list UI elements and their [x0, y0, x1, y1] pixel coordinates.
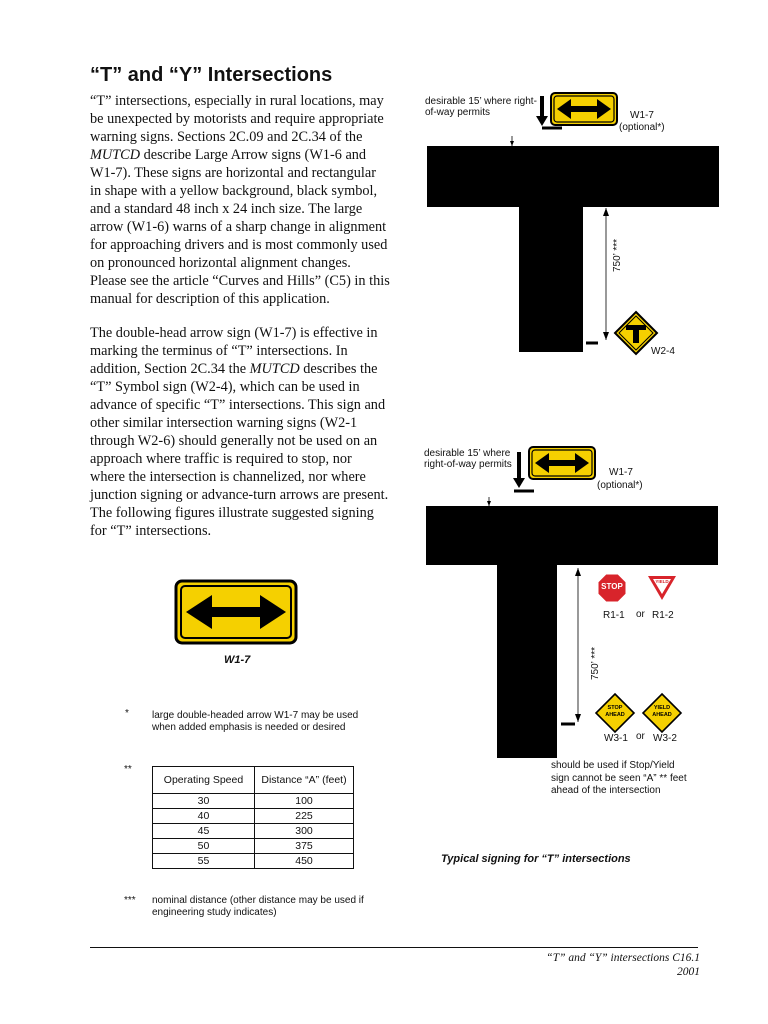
page-title: “T” and “Y” Intersections — [90, 64, 333, 86]
stop-ahead-text: STOP AHEAD — [605, 705, 625, 718]
table-row: 45 300 — [153, 824, 354, 839]
paragraph-1: “T” intersections, especially in rural locations, may be unexpected by motorists and require appropriate warning signs. Sections 2C.09 and 2C.34 of the MUTCD describe Large Arrow signs (W1-6 and W1-7). These signs are horizontal and rectangular in shape with a yellow background, black symbol, and a standard 48 inch x 24 inch size. The large arrow (W1-6) warns of a sharp change in alignment for approaching drivers and is most commonly used on pronounced horizontal alignment changes. Please see the article “Curves and Hills” (C5) in this manual for description of this application. — [90, 93, 390, 307]
distance-label-1: 750’ *** — [612, 239, 623, 272]
road-stem — [519, 206, 583, 352]
table-row: 30 100 — [153, 794, 354, 809]
footer — [546, 951, 700, 979]
footer-line-1: “T” and “Y” intersections C16.1 — [546, 952, 700, 964]
table-header-row — [153, 767, 354, 794]
yield-sign-text: YIELD — [655, 579, 669, 584]
note-2-mark: ** — [124, 764, 132, 775]
road-crossbar — [427, 146, 719, 207]
note-3-text: nominal distance (other distance may be used if engineering study indicates) — [152, 895, 364, 918]
r1-1-label: R1-1 — [603, 610, 625, 621]
road-stem-2 — [497, 564, 557, 758]
desirable-label-2: desirable 15’ where right-of-way permits — [424, 448, 512, 470]
down-arrow-icon — [536, 96, 548, 126]
stop-yield-note: should be used if Stop/Yield sign cannot be seen “A” ** feet ahead of the intersection — [551, 760, 687, 796]
yield-ahead-text: YIELD AHEAD — [652, 705, 672, 718]
table-row: 40 225 — [153, 809, 354, 824]
table-row: 50 375 — [153, 839, 354, 854]
w1-7-sign-small-2 — [529, 447, 595, 479]
w3-1-label: W3-1 — [604, 733, 628, 744]
note-1-mark: * — [125, 708, 129, 719]
w1-7-sign-large — [176, 581, 296, 643]
w3-2-label: W3-2 — [653, 733, 677, 744]
figure-caption: Typical signing for “T” intersections — [441, 853, 631, 865]
note-3-mark: *** — [124, 895, 136, 906]
stop-sign-text: STOP — [601, 582, 623, 591]
desirable-label-1: desirable 15’ where right-of-way permits — [425, 96, 537, 118]
w1-7-label-1: W1-7 — [630, 110, 654, 121]
paragraph-2: The double-head arrow sign (W1-7) is effective in marking the terminus of “T” intersections. In addition, Section 2C.34 the MUTCD describes the “T” Symbol sign (W2-4), which can be used in advance of specific “T” intersections. This sign and other similar intersection warning signs (W2-1 through W2-6) should generally not be used on an approach where traffic is required to stop, nor where the intersection is channelized, nor where junction signing or advance-turn arrows are present. The following figures illustrate suggested signing for “T” intersections. — [90, 325, 389, 539]
w2-4-label: W2-4 — [651, 346, 675, 357]
r1-2-label: R1-2 — [652, 610, 674, 621]
distance-label-2: 750’ *** — [590, 647, 601, 680]
header-operating-speed: Operating Speed — [153, 767, 255, 794]
or-label-1: or — [636, 609, 645, 620]
optional-label-1: (optional*) — [619, 122, 665, 133]
w1-7-sign-small — [551, 93, 617, 125]
w1-7-label-2: W1-7 — [609, 467, 633, 478]
t-intersection-diagram-1 — [427, 93, 719, 354]
w1-7-caption: W1-7 — [224, 654, 251, 666]
header-distance: Distance “A” (feet) — [255, 767, 354, 794]
speed-distance-table — [152, 766, 354, 869]
optional-label-2: (optional*) — [597, 480, 643, 491]
table-row: 55 450 — [153, 854, 354, 869]
footer-line-2: 2001 — [677, 966, 700, 978]
road-crossbar-2 — [426, 506, 718, 565]
note-1-text: large double-headed arrow W1-7 may be used when added emphasis is needed or desired — [152, 710, 359, 733]
footer-rule — [90, 947, 698, 948]
or-label-2: or — [636, 731, 645, 742]
